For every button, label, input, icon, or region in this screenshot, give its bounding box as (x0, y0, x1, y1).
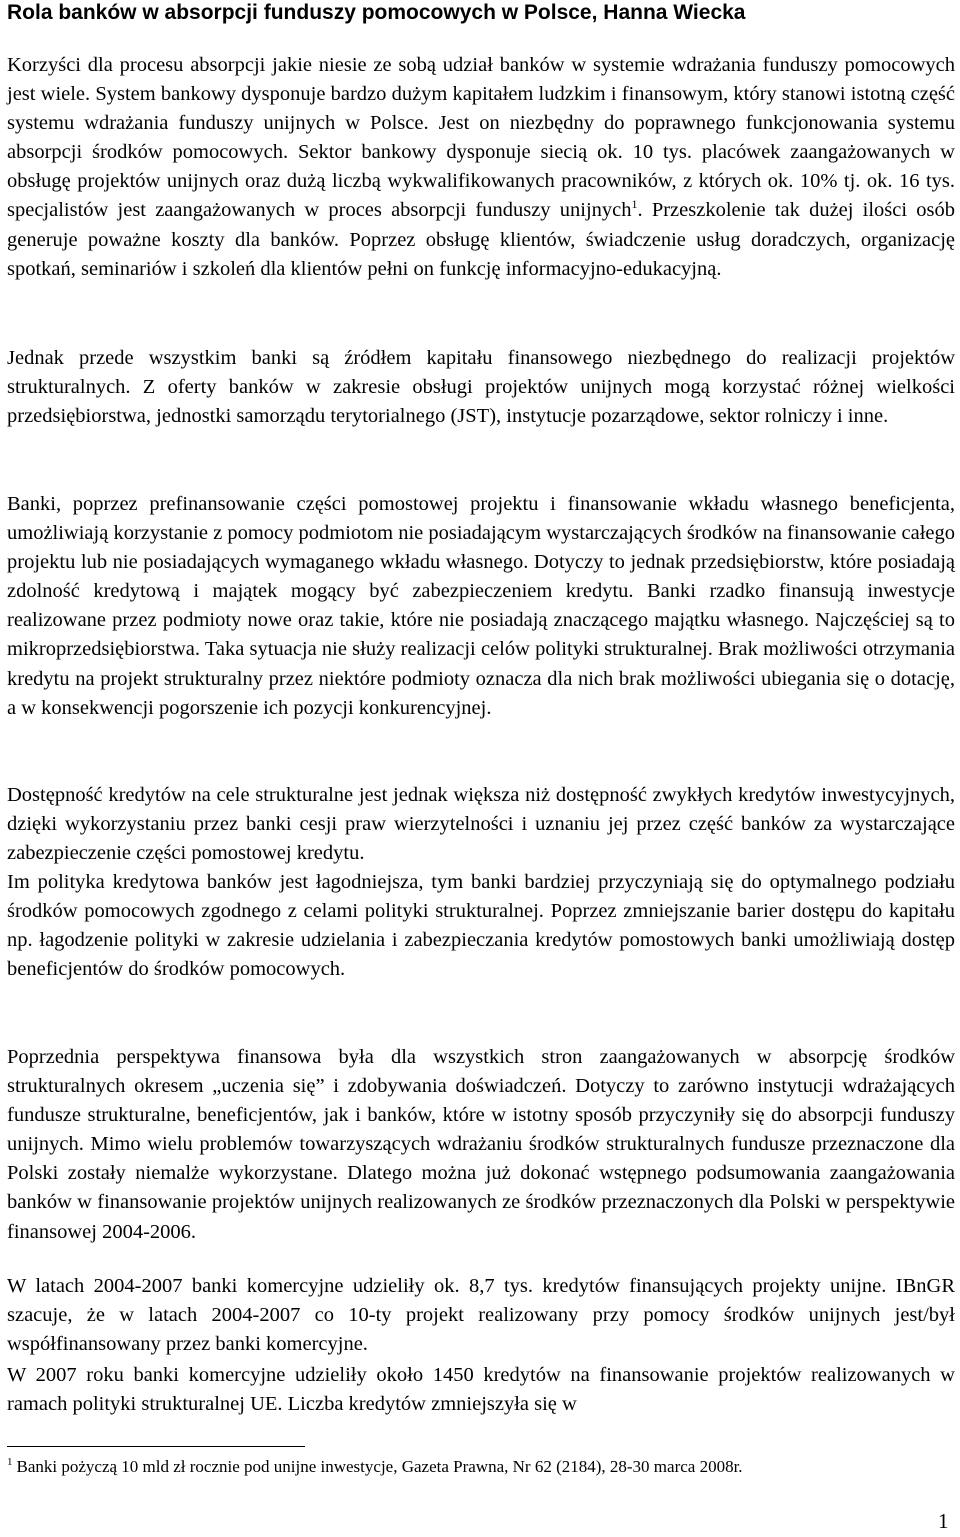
paragraph-previous-perspective: Poprzednia perspektywa finansowa była dla wszystkich stron zaangażowanych w absorpcję środków strukturalnych okresem „uczenia się” i zdobywania doświadczeń. Dotyczy to zarówno instytucji wdrażających fundusze strukturalne, beneficjentów, jak i banków, które w istotny sposób przyczyniły się do absorpcji funduszy unijnych. Mimo wielu problemów towarzyszących wdrażaniu środków strukturalnych fundusze przeznaczone dla Polski zostały niemalże wykorzystane. Dlatego można już dokonać wstępnego podsumowania zaangażowania banków w finansowanie projektów unijnych realizowanych ze środków przeznaczonych dla Polski w perspektywie finansowej 2004-2006. (7, 1046, 955, 1243)
footnote (7, 1456, 955, 1478)
paragraph-loans-2007: W 2007 roku banki komercyjne udzieliły około 1450 kredytów na finansowanie projektów realizowanych w ramach polityki strukturalnej UE. Liczba kredytów zmniejszyła się w (7, 1364, 955, 1416)
paragraph-text-continued: . Przeszkolenie tak dużej ilości osób generuje poważne koszty dla banków. Poprzez obsługę klientów, świadczenie usług doradczych, organizację spotkań, seminariów i szkoleń dla klientów pełni on funkcję informacyjno-edukacyjną. (7, 199, 956, 280)
document-title: Rola banków w absorpcji funduszy pomocowych w Polsce, Hanna Wiecka (7, 1, 746, 24)
footnote-text: Banki pożyczą 10 mld zł rocznie pod unijne inwestycje, Gazeta Prawna, Nr 62 (2184), 28-30 marca 2008r. (16, 1457, 743, 1476)
paragraph-loans-2004-2007: W latach 2004-2007 banki komercyjne udzieliły ok. 8,7 tys. kredytów finansujących projekty unijne. IBnGR szacuje, że w latach 2004-2007 co 10-ty projekt realizowany przy pomocy środków unijnych jest/był współfinansowany przez banki komercyjne. (7, 1275, 955, 1356)
paragraph-prefinancing: Banki, poprzez prefinansowanie części pomostowej projektu i finansowanie wkładu własnego beneficjenta, umożliwiają korzystanie z pomocy podmiotom nie posiadającym wystarczających środków na finansowanie całego projektu lub nie posiadających wymaganego wkładu własnego. Dotyczy to jednak przedsiębiorstw, które posiadają zdolność kredytową i majątek mogący być zabezpieczeniem kredytu. Banki rzadko finansują inwestycje realizowane przez podmioty nowe oraz takie, które nie posiadają znaczącego majątku własnego. Najczęściej są to mikroprzedsiębiorstwa. Taka sytuacja nie służy realizacji celów polityki strukturalnej. Brak możliwości otrzymania kredytu na projekt strukturalny przez niektóre podmioty oznacza dla nich brak możliwości ubiegania się o dotację, a w konsekwencji pogorszenie ich pozycji konkurencyjnej. (7, 493, 955, 719)
paragraph-text: Korzyści dla procesu absorpcji jakie niesie ze sobą udział banków w systemie wdrażania funduszy pomocowych jest wiele. System bankowy dysponuje bardzo dużym kapitałem ludzkim i finansowym, który stanowi istotną część systemu wdrażania funduszy unijnych w Polsce. Jest on niezbędny do poprawnego funkcjonowania systemu absorpcji środków pomocowych. Sektor bankowy dysponuje siecią ok. 10 tys. placówek zaangażowanych w obsługę projektów unijnych oraz dużą liczbą wykwalifikowanych pracowników, z których ok. 10% tj. ok. 16 tys. specjalistów jest zaangażowanych w proces absorpcji funduszy unijnych (7, 54, 955, 222)
footnote-reference[interactable]: 1 (631, 197, 638, 212)
paragraph-capital-source: Jednak przede wszystkim banki są źródłem kapitału finansowego niezbędnego do realizacji projektów strukturalnych. Z oferty banków w zakresie obsługi projektów unijnych mogą korzystać różnej wielkości przedsiębiorstwa, jednostki samorządu terytorialnego (JST), instytucje pozarządowe, sektor rolniczy i inne. (7, 347, 955, 428)
paragraph-credit-policy: Im polityka kredytowa banków jest łagodniejsza, tym banki bardziej przyczyniają się do optymalnego podziału środków pomocowych zgodnego z celami polityki strukturalnej. Poprzez zmniejszanie barier dostępu do kapitału np. łagodzenie polityki w zakresie udzielania i zabezpieczania kredytów pomostowych banki umożliwiają dostęp beneficjentów do środków pomocowych. (7, 871, 955, 981)
page-number: 1 (938, 1509, 949, 1533)
footnote-separator (7, 1446, 305, 1447)
paragraph-bank-benefits (7, 51, 955, 284)
footnote-mark: 1 (7, 1456, 13, 1469)
paragraph-credit-availability: Dostępność kredytów na cele strukturalne jest jednak większa niż dostępność zwykłych kredytów inwestycyjnych, dzięki wykorzystaniu przez banki cesji praw wierzytelności i uznaniu jej przez część banków za wystarczające zabezpieczenie części pomostowej kredytu. (7, 784, 955, 865)
